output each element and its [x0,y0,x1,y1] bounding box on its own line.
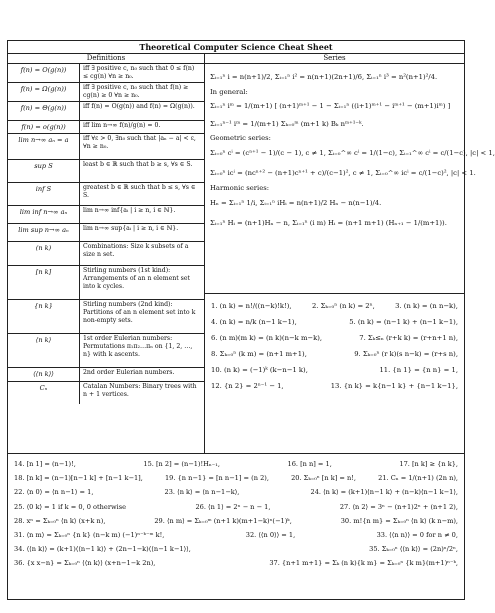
identity: 20. Σₖ₌₀ⁿ [n k] = n!, [291,474,356,483]
identity: 30. m!{n m} = Σₖ₌₀ⁿ ⟨n k⟩ (k n−m), [340,516,458,525]
identity: 32. ⟨⟨n 0⟩⟩ = 1, [245,531,296,540]
series-harmonic-1: Hₙ = Σᵢ₌₁ⁿ 1/i, Σᵢ₌₁ⁿ iHᵢ = n(n+1)/2 Hₙ − n(n−1)/4. [210,199,382,207]
sheet-title: Theoretical Computer Science Cheat Sheet [8,41,464,54]
definition-text: least b ∈ ℝ such that b ≥ s, ∀s ∈ S. [83,161,193,168]
definition-term: lim inf n→∞ aₙ [8,206,80,223]
definition-text: lim n→∞ inf{aᵢ | i ≥ n, i ∈ ℕ}. [83,207,176,214]
definition-row [8,242,204,266]
series-harmonic-label: Harmonic series: [210,184,270,192]
definition-row [8,266,204,300]
definition-text: iff ∀ε > 0, ∃n₀ such that |aₙ − a| < ε, ∀n ≥ n₀. [83,135,196,150]
series-general-label: In general: [210,88,248,96]
definition-term: f(n) = o(g(n)) [8,121,80,133]
identity-row [14,471,458,485]
definition-term: {n k} [8,300,80,333]
definition-text: iff ∃ positive c, n₀ such that f(n) ≥ cg(n) ≥ 0 ∀n ≥ n₀. [83,84,189,99]
definition-row [8,121,204,134]
definition-text: Catalan Numbers: Binary trees with n + 1 vertices. [83,383,197,398]
identities-right-panel [205,294,464,453]
series-general-2: Σᵢ₌₁ⁿ⁻¹ iᵐ = 1/(m+1) Σₖ₌₀ᵐ (m+1 k) Bₖ nᵐ⁺¹⁻ᵏ. [210,120,364,128]
definition-row [8,334,204,368]
definition-text: greatest b ∈ ℝ such that b ≤ s, ∀s ∈ S. [83,184,196,199]
definition-row [8,224,204,242]
identity: 15. [n 2] = (n−1)!Hₙ₋₁, [143,460,220,468]
identity-row [211,314,458,330]
identity: 36. {x x−n} = Σₖ₌₀ⁿ ⟨⟨n k⟩⟩ (x+n−1−k 2n), [14,559,156,568]
identity: 12. {n 2} = 2ⁿ⁻¹ − 1, [211,382,284,390]
identity: 29. ⟨n m⟩ = Σₖ₌₀ᵐ (n+1 k)(m+1−k)ⁿ(−1)ᵏ, [154,516,292,525]
identity: 17. [n k] ≥ {n k}, [399,460,458,468]
definition-text: Stirling numbers (1st kind): Arrangements of an n element set into k cycles. [83,267,190,290]
identity: 10. (n k) = (−1)ᵏ (k−n−1 k), [211,366,308,374]
identity: 7. Σₖ≤ₙ (r+k k) = (r+n+1 n), [359,334,458,342]
series-harmonic-2: Σᵢ₌₁ⁿ Hᵢ = (n+1)Hₙ − n, Σᵢ₌₁ⁿ (i m) Hᵢ = (n+1 m+1) (Hₙ₊₁ − 1/(m+1)). [210,219,447,227]
identity: 24. ⟨n k⟩ = (k+1)⟨n−1 k⟩ + (n−k)⟨n−1 k−1⟩, [310,488,458,497]
identity: 35. Σₖ₌₀ⁿ ⟨⟨n k⟩⟩ = (2n)ⁿ/2ⁿ, [369,545,458,554]
definition-row [8,160,204,183]
definition-term: inf S [8,183,80,205]
definition-term: (n k) [8,242,80,265]
definition-text: iff lim n→∞ f(n)/g(n) = 0. [83,122,161,129]
identity-row [14,556,458,570]
definition-text: lim n→∞ sup{aᵢ | i ≥ n, i ∈ ℕ}. [83,225,179,232]
identity-row [14,514,458,528]
definition-row [8,102,204,121]
identity-row [14,500,458,514]
identity: 4. (n k) = n/k (n−1 k−1), [211,318,297,326]
series-geometric-2: Σᵢ₌₀ⁿ icⁱ = (ncⁿ⁺² − (n+1)cⁿ⁺¹ + c)/(c−1)², c ≠ 1, Σᵢ₌₀^∞ icⁱ = c/(1−c)², |c| < 1. [210,169,476,177]
definition-text: 1st order Eulerian numbers: Permutations π₁π₂…πₙ on {1, 2, …, n} with k ascents. [83,335,193,358]
identity-row [14,542,458,556]
identity: 2. Σₖ₌₀ⁿ (n k) = 2ⁿ, [311,302,375,310]
identity: 26. ⟨n 1⟩ = 2ⁿ − n − 1, [195,502,271,511]
identity: 3. (n k) = (n n−k), [395,302,458,310]
definition-term: f(n) = O(g(n)) [8,64,80,82]
identity: 23. ⟨n k⟩ = ⟨n n−1−k⟩, [164,488,240,497]
identity-row [211,378,458,394]
identity: 9. Σₖ₌₀ⁿ (r k)(s n−k) = (r+s n), [354,350,458,358]
definition-row [8,206,204,224]
definition-row [8,134,204,160]
series-geometric-label: Geometric series: [210,134,271,142]
definition-text: Stirling numbers (2nd kind): Partitions of an n element set into k non-empty sets. [83,301,196,324]
series-power-sums: Σᵢ₌₁ⁿ i = n(n+1)/2, Σᵢ₌₁ⁿ i² = n(n+1)(2n+1)/6, Σᵢ₌₁ⁿ i³ = n²(n+1)²/4. [210,73,438,81]
identity: 18. [n k] = (n−1)[n−1 k] + [n−1 k−1], [14,474,143,483]
identity: 19. {n n−1} = [n n−1] = (n 2), [164,474,269,483]
identity: 11. {n 1} = {n n} = 1, [379,366,458,374]
identity: 13. {n k} = k{n−1 k} + {n−1 k−1}, [330,382,458,390]
identity: 33. ⟨⟨n n⟩⟩ = 0 for n ≠ 0, [376,531,458,540]
definition-term: Cₙ [8,382,80,404]
identity: 6. (n m)(m k) = (n k)(n−k m−k), [211,334,323,342]
identity: 8. Σₖ₌₀ⁿ (k m) = (n+1 m+1), [211,350,307,358]
identity-row [14,457,458,471]
identity: 27. ⟨n 2⟩ = 3ⁿ − (n+1)2ⁿ + (n+1 2), [339,502,458,511]
identity: 5. (n k) = (n−1 k) + (n−1 k−1), [349,318,458,326]
definitions-panel [8,64,205,453]
definition-text: iff ∃ positive c, n₀ such that 0 ≤ f(n) ≤ cg(n) ∀n ≥ n₀. [83,65,195,80]
series-geometric-1: Σᵢ₌₀ⁿ cⁱ = (cⁿ⁺¹ − 1)/(c − 1), c ≠ 1, Σᵢ₌₀^∞ cⁱ = 1/(1−c), Σᵢ₌₁^∞ cⁱ = c/(1−c), |c| < 1, [210,149,495,157]
definition-row [8,300,204,334]
identity-row [211,330,458,346]
identity: 37. {n+1 m+1} = Σₖ (n k){k m} = Σₖ₌₀ⁿ {k m}(m+1)ⁿ⁻ᵏ, [269,559,458,568]
definition-term: [n k] [8,266,80,299]
series-header: Series [205,53,464,64]
identity-row [211,346,458,362]
definition-row [8,368,204,382]
definition-term: f(n) = Θ(g(n)) [8,102,80,120]
identities-bottom-panel [8,453,464,599]
identity: 21. Cₙ = 1/(n+1) (2n n), [378,474,458,483]
identity: 16. [n n] = 1, [287,460,332,468]
identity-row [211,362,458,378]
definition-row [8,64,204,83]
definition-text: Combinations: Size k subsets of a size n set. [83,243,189,258]
definition-row [8,382,204,404]
definition-row [8,83,204,102]
definition-term: ⟨⟨n k⟩⟩ [8,368,80,381]
definition-term: ⟨n k⟩ [8,334,80,367]
identity: 14. [n 1] = (n−1)!, [14,460,76,468]
definition-row [8,183,204,206]
identity: 31. ⟨n m⟩ = Σₖ₌₀ⁿ {n k} (n−k m) (−1)ⁿ⁻ᵏ⁻ᵐ k!, [14,531,165,540]
definition-text: 2nd order Eulerian numbers. [83,369,175,376]
definition-text: iff f(n) = O(g(n)) and f(n) = Ω(g(n)). [83,103,195,110]
identity: 25. ⟨0 k⟩ = 1 if k = 0, 0 otherwise [14,502,127,511]
identity-row [14,485,458,499]
identity-row [14,528,458,542]
cheat-sheet [7,40,495,600]
identity: 34. ⟨⟨n k⟩⟩ = (k+1)⟨⟨n−1 k⟩⟩ + (2n−1−k)⟨⟨n−1 k−1⟩⟩, [14,545,191,554]
definition-term: lim n→∞ aₙ = a [8,134,80,159]
definitions-header: Definitions [8,53,205,64]
definition-term: lim sup n→∞ aₙ [8,224,80,241]
definition-term: sup S [8,160,80,182]
identity: 28. xⁿ = Σₖ₌₀ⁿ ⟨n k⟩ (x+k n), [14,516,106,525]
definition-term: f(n) = Ω(g(n)) [8,83,80,101]
series-panel [205,64,495,294]
identity: 1. (n k) = n!/((n−k)!k!), [211,302,292,310]
series-general-1: Σᵢ₌₁ⁿ iᵐ = 1/(m+1) [ (n+1)ᵐ⁺¹ − 1 − Σᵢ₌₁ⁿ ((i+1)ᵐ⁺¹ − iᵐ⁺¹ − (m+1)iᵐ) ] [210,102,451,110]
identity: 22. ⟨n 0⟩ = ⟨n n−1⟩ = 1, [14,488,94,497]
identity-row [211,298,458,314]
